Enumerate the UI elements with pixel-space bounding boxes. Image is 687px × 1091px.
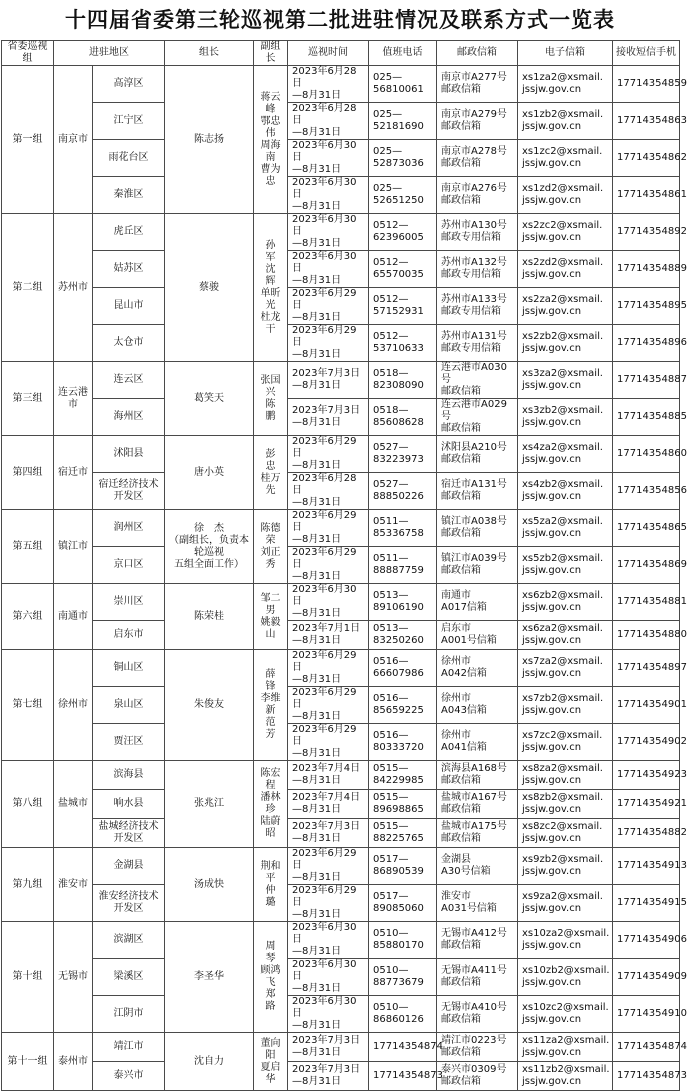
sms-cell: 17714354885: [613, 399, 680, 436]
phone-cell: 025— 52181690: [369, 103, 437, 140]
sms-cell: 17714354909: [613, 959, 680, 996]
postbox-cell: 淮安市 A031号信箱: [437, 885, 518, 922]
time-cell: 2023年6月29日 —8月31日: [288, 436, 369, 473]
table-row: [2, 399, 680, 436]
postbox-cell: 镇江市A039号 邮政信箱: [437, 547, 518, 584]
email-cell: xs9za2@xsmail. jssjw.gov.cn: [518, 885, 613, 922]
district-cell: 响水县: [93, 790, 165, 819]
phone-cell: 0515— 84229985: [369, 761, 437, 790]
district-cell: 连云区: [93, 362, 165, 399]
phone-cell: 0512— 57152931: [369, 288, 437, 325]
email-cell: xs8zb2@xsmail. jssjw.gov.cn: [518, 790, 613, 819]
email-cell: xs3za2@xsmail. jssjw.gov.cn: [518, 362, 613, 399]
table-row: [2, 687, 680, 724]
table-row: [2, 1033, 680, 1062]
postbox-cell: 宿迁市A131号 邮政信箱: [437, 473, 518, 510]
leader-cell: 李圣华: [165, 922, 254, 1033]
sms-cell: 17714354860: [613, 436, 680, 473]
phone-cell: 0518— 82308090: [369, 362, 437, 399]
group-name-cell: 第四组: [2, 436, 54, 510]
time-cell: 2023年7月3日 —8月31日: [288, 399, 369, 436]
phone-cell: 0517— 89085060: [369, 885, 437, 922]
district-cell: 贾汪区: [93, 724, 165, 761]
sms-cell: 17714354863: [613, 103, 680, 140]
email-cell: xs3zb2@xsmail. jssjw.gov.cn: [518, 399, 613, 436]
phone-cell: 0516— 66607986: [369, 650, 437, 687]
deputy-cell: 陈德荣 刘正秀: [254, 510, 288, 584]
postbox-cell: 连云港市A029号 邮政信箱: [437, 399, 518, 436]
time-cell: 2023年6月30日 —8月31日: [288, 214, 369, 251]
district-cell: 润州区: [93, 510, 165, 547]
email-cell: xs1zd2@xsmail. jssjw.gov.cn: [518, 177, 613, 214]
table-row: [2, 650, 680, 687]
group-name-cell: 第一组: [2, 66, 54, 214]
email-cell: xs5zb2@xsmail. jssjw.gov.cn: [518, 547, 613, 584]
sms-cell: 17714354915: [613, 885, 680, 922]
email-cell: xs1za2@xsmail. jssjw.gov.cn: [518, 66, 613, 103]
postbox-cell: 苏州市A131号 邮政专用信箱: [437, 325, 518, 362]
postbox-cell: 滨海县A168号 邮政信箱: [437, 761, 518, 790]
sms-cell: 17714354882: [613, 819, 680, 848]
time-cell: 2023年6月28日 —8月31日: [288, 103, 369, 140]
sms-cell: 17714354901: [613, 687, 680, 724]
district-cell: 虎丘区: [93, 214, 165, 251]
time-cell: 2023年6月30日 —8月31日: [288, 922, 369, 959]
sms-cell: 17714354902: [613, 724, 680, 761]
city-cell: 镇江市: [54, 510, 93, 584]
phone-cell: 0517— 86890539: [369, 848, 437, 885]
sms-cell: 17714354906: [613, 922, 680, 959]
email-cell: xs4za2@xsmail. jssjw.gov.cn: [518, 436, 613, 473]
postbox-cell: 徐州市 A042信箱: [437, 650, 518, 687]
table-row: [2, 621, 680, 650]
district-cell: 滨湖区: [93, 922, 165, 959]
roster-body: [2, 66, 687, 1091]
postbox-cell: 徐州市 A043信箱: [437, 687, 518, 724]
time-cell: 2023年6月29日 —8月31日: [288, 510, 369, 547]
postbox-cell: 金湖县 A30号信箱: [437, 848, 518, 885]
sms-cell: 17714354913: [613, 848, 680, 885]
phone-cell: 0510— 86860126: [369, 996, 437, 1033]
phone-cell: 0518— 85608628: [369, 399, 437, 436]
email-cell: xs6zb2@xsmail. jssjw.gov.cn: [518, 584, 613, 621]
deputy-cell: 蒋云峰 鄂忠伟 周海南 曹为忠: [254, 66, 288, 214]
postbox-cell: 苏州市A130号 邮政专用信箱: [437, 214, 518, 251]
time-cell: 2023年6月30日 —8月31日: [288, 959, 369, 996]
leader-cell: 朱俊友: [165, 650, 254, 761]
time-cell: 2023年7月3日 —8月31日: [288, 819, 369, 848]
group-name-cell: 第九组: [2, 848, 54, 922]
time-cell: 2023年7月3日 —8月31日: [288, 1033, 369, 1062]
leader-cell: 沈自力: [165, 1033, 254, 1091]
header-deputy: 副组长: [254, 41, 288, 66]
postbox-cell: 南京市A276号 邮政信箱: [437, 177, 518, 214]
table-row: [2, 547, 680, 584]
email-cell: xs2zb2@xsmail. jssjw.gov.cn: [518, 325, 613, 362]
table-row: [2, 959, 680, 996]
time-cell: 2023年6月30日 —8月31日: [288, 177, 369, 214]
header-area: 进驻地区: [54, 41, 165, 66]
table-row: [2, 922, 680, 959]
phone-cell: 0515— 88225765: [369, 819, 437, 848]
document-title: 十四届省委第三轮巡视第二批进驻情况及联系方式一览表: [65, 8, 615, 32]
district-cell: 姑苏区: [93, 251, 165, 288]
sms-cell: 17714354881: [613, 584, 680, 621]
postbox-cell: 南通市 A017信箱: [437, 584, 518, 621]
phone-cell: 0527— 88850226: [369, 473, 437, 510]
postbox-cell: 盐城市A175号 邮政信箱: [437, 819, 518, 848]
district-cell: 宿迁经济技术 开发区: [93, 473, 165, 510]
header-email: 电子信箱: [518, 41, 613, 66]
postbox-cell: 启东市 A001号信箱: [437, 621, 518, 650]
deputy-cell: 荆和平 仲 璐: [254, 848, 288, 922]
table-row: [2, 66, 680, 103]
district-cell: 京口区: [93, 547, 165, 584]
time-cell: 2023年6月29日 —8月31日: [288, 288, 369, 325]
email-cell: xs6za2@xsmail. jssjw.gov.cn: [518, 621, 613, 650]
phone-cell: 0511— 85336758: [369, 510, 437, 547]
phone-cell: 0512— 62396005: [369, 214, 437, 251]
city-cell: 无锡市: [54, 922, 93, 1033]
email-cell: xs7zc2@xsmail. jssjw.gov.cn: [518, 724, 613, 761]
postbox-cell: 盐城市A167号 邮政信箱: [437, 790, 518, 819]
group-name-cell: 第十组: [2, 922, 54, 1033]
table-row: [2, 103, 680, 140]
header-phone: 值班电话: [369, 41, 437, 66]
sms-cell: 17714354862: [613, 140, 680, 177]
sms-cell: 17714354865: [613, 510, 680, 547]
group-name-cell: 第七组: [2, 650, 54, 761]
email-cell: xs1zc2@xsmail. jssjw.gov.cn: [518, 140, 613, 177]
table-row: [2, 436, 680, 473]
table-row: [2, 288, 680, 325]
phone-cell: 0516— 80333720: [369, 724, 437, 761]
table-row: [2, 724, 680, 761]
phone-cell: 0511— 88887759: [369, 547, 437, 584]
phone-cell: 025— 56810061: [369, 66, 437, 103]
phone-cell: 0513— 83250260: [369, 621, 437, 650]
sms-cell: 17714354859: [613, 66, 680, 103]
time-cell: 2023年6月29日 —8月31日: [288, 848, 369, 885]
phone-cell: 0512— 65570035: [369, 251, 437, 288]
district-cell: 泉山区: [93, 687, 165, 724]
district-cell: 海州区: [93, 399, 165, 436]
time-cell: 2023年6月28日 —8月31日: [288, 473, 369, 510]
phone-cell: 0512— 53710633: [369, 325, 437, 362]
district-cell: 雨花台区: [93, 140, 165, 177]
time-cell: 2023年7月3日 —8月31日: [288, 1062, 369, 1091]
sms-cell: 17714354880: [613, 621, 680, 650]
postbox-cell: 苏州市A133号 邮政专用信箱: [437, 288, 518, 325]
district-cell: 启东市: [93, 621, 165, 650]
table-row: [2, 510, 680, 547]
district-cell: 江阴市: [93, 996, 165, 1033]
city-cell: 泰州市: [54, 1033, 93, 1091]
deputy-cell: 孙 军 沈 辉 单昕光 杜龙干: [254, 214, 288, 362]
group-name-cell: 第八组: [2, 761, 54, 848]
district-cell: 崇川区: [93, 584, 165, 621]
email-cell: xs11za2@xsmail. jssjw.gov.cn: [518, 1033, 613, 1062]
district-cell: 梁溪区: [93, 959, 165, 996]
sms-cell: 17714354869: [613, 547, 680, 584]
phone-cell: 0513— 89106190: [369, 584, 437, 621]
time-cell: 2023年6月30日 —8月31日: [288, 584, 369, 621]
leader-cell: 陈志扬: [165, 66, 254, 214]
phone-cell: 025— 52873036: [369, 140, 437, 177]
roster-table: [1, 40, 687, 1091]
time-cell: 2023年7月4日 —8月31日: [288, 790, 369, 819]
city-cell: 连云港市: [54, 362, 93, 436]
deputy-cell: 陈宏程 潘林珍 陆蔚昭: [254, 761, 288, 848]
email-cell: xs9zb2@xsmail. jssjw.gov.cn: [518, 848, 613, 885]
postbox-cell: 靖江市0223号 邮政信箱: [437, 1033, 518, 1062]
postbox-cell: 南京市A277号 邮政信箱: [437, 66, 518, 103]
table-row: [2, 584, 680, 621]
district-cell: 沭阳县: [93, 436, 165, 473]
district-cell: 靖江市: [93, 1033, 165, 1062]
header-leader: 组长: [165, 41, 254, 66]
group-name-cell: 第六组: [2, 584, 54, 650]
leader-cell: 蔡骏: [165, 214, 254, 362]
postbox-cell: 无锡市A410号 邮政信箱: [437, 996, 518, 1033]
sms-cell: 17714354923: [613, 761, 680, 790]
district-cell: 泰兴市: [93, 1062, 165, 1091]
sms-cell: 17714354921: [613, 790, 680, 819]
email-cell: xs8za2@xsmail. jssjw.gov.cn: [518, 761, 613, 790]
postbox-cell: 无锡市A411号 邮政信箱: [437, 959, 518, 996]
city-cell: 南京市: [54, 66, 93, 214]
postbox-cell: 连云港市A030号 邮政信箱: [437, 362, 518, 399]
leader-cell: 汤成快: [165, 848, 254, 922]
email-cell: xs7za2@xsmail. jssjw.gov.cn: [518, 650, 613, 687]
email-cell: xs2za2@xsmail. jssjw.gov.cn: [518, 288, 613, 325]
table-row: [2, 473, 680, 510]
table-row: [2, 177, 680, 214]
sms-cell: 17714354887: [613, 362, 680, 399]
leader-cell: 葛笑天: [165, 362, 254, 436]
district-cell: 太仓市: [93, 325, 165, 362]
phone-cell: 025— 52651250: [369, 177, 437, 214]
district-cell: 江宁区: [93, 103, 165, 140]
postbox-cell: 泰兴市0309号 邮政信箱: [437, 1062, 518, 1091]
header-time: 巡视时间: [288, 41, 369, 66]
email-cell: xs1zb2@xsmail. jssjw.gov.cn: [518, 103, 613, 140]
phone-cell: 17714354874: [369, 1033, 437, 1062]
time-cell: 2023年6月30日 —8月31日: [288, 996, 369, 1033]
deputy-cell: 董向阳 夏启华: [254, 1033, 288, 1091]
time-cell: 2023年6月28日 —8月31日: [288, 66, 369, 103]
phone-cell: 0510— 85880170: [369, 922, 437, 959]
header-group: 省委巡视组: [2, 41, 54, 66]
district-cell: 金湖县: [93, 848, 165, 885]
phone-cell: 0527— 83223973: [369, 436, 437, 473]
district-cell: 高淳区: [93, 66, 165, 103]
sms-cell: 17714354892: [613, 214, 680, 251]
table-row: [2, 885, 680, 922]
city-cell: 南通市: [54, 584, 93, 650]
email-cell: xs8zc2@xsmail. jssjw.gov.cn: [518, 819, 613, 848]
email-cell: xs5za2@xsmail. jssjw.gov.cn: [518, 510, 613, 547]
time-cell: 2023年6月29日 —8月31日: [288, 650, 369, 687]
table-row: [2, 140, 680, 177]
time-cell: 2023年6月29日 —8月31日: [288, 325, 369, 362]
group-name-cell: 第二组: [2, 214, 54, 362]
district-cell: 昆山市: [93, 288, 165, 325]
district-cell: 秦淮区: [93, 177, 165, 214]
table-row: [2, 848, 680, 885]
sms-cell: 17714354873: [613, 1062, 680, 1091]
leader-cell: 徐 杰 （副组长，负责本轮巡视 五组全面工作）: [165, 510, 254, 584]
postbox-cell: 沭阳县A210号 邮政信箱: [437, 436, 518, 473]
header-sms: 接收短信手机: [613, 41, 680, 66]
time-cell: 2023年6月29日 —8月31日: [288, 687, 369, 724]
district-cell: 盐城经济技术 开发区: [93, 819, 165, 848]
header-postbox: 邮政信箱: [437, 41, 518, 66]
leader-cell: 唐小英: [165, 436, 254, 510]
sms-cell: 17714354856: [613, 473, 680, 510]
deputy-cell: 邹二男 姚毅山: [254, 584, 288, 650]
sms-cell: 17714354861: [613, 177, 680, 214]
phone-cell: 0516— 85659225: [369, 687, 437, 724]
postbox-cell: 镇江市A038号 邮政信箱: [437, 510, 518, 547]
email-cell: xs10zc2@xsmail. jssjw.gov.cn: [518, 996, 613, 1033]
email-cell: xs7zb2@xsmail. jssjw.gov.cn: [518, 687, 613, 724]
header-row: [2, 41, 680, 66]
phone-cell: 0510— 88773679: [369, 959, 437, 996]
time-cell: 2023年7月3日 —8月31日: [288, 362, 369, 399]
email-cell: xs10zb2@xsmail. jssjw.gov.cn: [518, 959, 613, 996]
deputy-cell: 张国兴 陈 鹏: [254, 362, 288, 436]
group-name-cell: 第十一组: [2, 1033, 54, 1091]
deputy-cell: 薛 锋 李维新 范 芳: [254, 650, 288, 761]
time-cell: 2023年6月29日 —8月31日: [288, 724, 369, 761]
table-row: [2, 214, 680, 251]
table-row: [2, 325, 680, 362]
table-row: [2, 1062, 680, 1091]
sms-cell: 17714354896: [613, 325, 680, 362]
deputy-cell: 周 琴 顾鸿飞 郑 路: [254, 922, 288, 1033]
phone-cell: 0515— 89698865: [369, 790, 437, 819]
postbox-cell: 无锡市A412号 邮政信箱: [437, 922, 518, 959]
table-row: [2, 761, 680, 790]
city-cell: 苏州市: [54, 214, 93, 362]
email-cell: xs10za2@xsmail. jssjw.gov.cn: [518, 922, 613, 959]
sms-cell: 17714354889: [613, 251, 680, 288]
time-cell: 2023年7月4日 —8月31日: [288, 761, 369, 790]
group-name-cell: 第三组: [2, 362, 54, 436]
time-cell: 2023年7月1日 —8月31日: [288, 621, 369, 650]
sms-cell: 17714354910: [613, 996, 680, 1033]
group-name-cell: 第五组: [2, 510, 54, 584]
leader-cell: 张兆江: [165, 761, 254, 848]
city-cell: 盐城市: [54, 761, 93, 848]
postbox-cell: 徐州市 A041信箱: [437, 724, 518, 761]
time-cell: 2023年6月29日 —8月31日: [288, 547, 369, 584]
city-cell: 徐州市: [54, 650, 93, 761]
table-row: [2, 819, 680, 848]
email-cell: xs2zd2@xsmail. jssjw.gov.cn: [518, 251, 613, 288]
table-row: [2, 251, 680, 288]
city-cell: 淮安市: [54, 848, 93, 922]
table-row: [2, 996, 680, 1033]
email-cell: xs2zc2@xsmail. jssjw.gov.cn: [518, 214, 613, 251]
time-cell: 2023年6月29日 —8月31日: [288, 885, 369, 922]
district-cell: 淮安经济技术 开发区: [93, 885, 165, 922]
deputy-cell: 彭 忠 桂万先: [254, 436, 288, 510]
postbox-cell: 苏州市A132号 邮政专用信箱: [437, 251, 518, 288]
sms-cell: 17714354895: [613, 288, 680, 325]
email-cell: xs11zb2@xsmail. jssjw.gov.cn: [518, 1062, 613, 1091]
postbox-cell: 南京市A278号 邮政信箱: [437, 140, 518, 177]
sms-cell: 17714354897: [613, 650, 680, 687]
postbox-cell: 南京市A279号 邮政信箱: [437, 103, 518, 140]
time-cell: 2023年6月30日 —8月31日: [288, 140, 369, 177]
table-row: [2, 790, 680, 819]
phone-cell: 17714354873: [369, 1062, 437, 1091]
district-cell: 滨海县: [93, 761, 165, 790]
district-cell: 铜山区: [93, 650, 165, 687]
leader-cell: 陈荣桂: [165, 584, 254, 650]
sms-cell: 17714354874: [613, 1033, 680, 1062]
table-row: [2, 362, 680, 399]
time-cell: 2023年6月30日 —8月31日: [288, 251, 369, 288]
city-cell: 宿迁市: [54, 436, 93, 510]
email-cell: xs4zb2@xsmail. jssjw.gov.cn: [518, 473, 613, 510]
